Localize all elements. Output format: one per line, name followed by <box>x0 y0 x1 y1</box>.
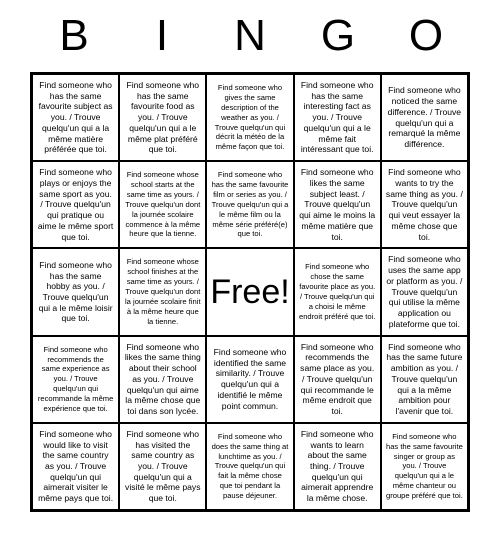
bingo-cell[interactable]: Find someone who gives the same description of the weather as you. / Trouve quelqu'un qui décrit la météo de la même façon que toi. <box>206 74 293 161</box>
free-space[interactable]: Free! <box>206 248 293 335</box>
bingo-grid <box>30 72 470 512</box>
header-letter-b: B <box>59 11 89 60</box>
bingo-cell[interactable]: Find someone who likes the same thing about their school as you. / Trouve quelqu'un qui aime la même chose que toi dans son lycée. <box>119 336 206 423</box>
bingo-cell[interactable]: Find someone who has the same favourite food as you. / Trouve quelqu'un qui a le même plat préféré que toi. <box>119 74 206 161</box>
bingo-cell[interactable]: Find someone who wants to try the same thing as you. / Trouve quelqu'un qui veut essayer la même chose que toi. <box>381 161 468 248</box>
header-letter-n: N <box>234 11 266 60</box>
bingo-cell[interactable]: Find someone whose school starts at the same time as yours. / Trouve quelqu'un dont la journée scolaire commence à la même heure que la tienne. <box>119 161 206 248</box>
bingo-cell[interactable]: Find someone who chose the same favourite place as you. / Trouve quelqu'un qui a choisi le même endroit préféré que toi. <box>294 248 381 335</box>
bingo-cell[interactable]: Find someone who has the same favourite film or series as you. / Trouve quelqu'un qui a le même film ou la même série préféré(e) que toi. <box>206 161 293 248</box>
bingo-cell[interactable]: Find someone who recommends the same experience as you. / Trouve quelqu'un qui recommande la même expérience que toi. <box>32 336 119 423</box>
bingo-cell[interactable]: Find someone who has the same hobby as you. / Trouve quelqu'un qui a le même loisir que toi. <box>32 248 119 335</box>
bingo-cell[interactable]: Find someone who likes the same subject least. / Trouve quelqu'un qui aime le moins la même matière que toi. <box>294 161 381 248</box>
bingo-cell[interactable]: Find someone who noticed the same difference. / Trouve quelqu'un qui a remarqué la même différence. <box>381 74 468 161</box>
bingo-cell[interactable]: Find someone who has the same interesting fact as you. / Trouve quelqu'un qui a le même fait intéressant que toi. <box>294 74 381 161</box>
bingo-cell[interactable]: Find someone whose school finishes at the same time as yours. / Trouve quelqu'un dont la journée scolaire finit à la même heure que la tienne. <box>119 248 206 335</box>
bingo-cell[interactable]: Find someone who uses the same app or platform as you. / Trouve quelqu'un qui utilise la même application ou plateforme que toi. <box>381 248 468 335</box>
bingo-cell[interactable]: Find someone who would like to visit the same country as you. / Trouve quelqu'un qui aimerait visiter le même pays que toi. <box>32 423 119 510</box>
bingo-cell[interactable]: Find someone who has the same favourite singer or group as you. / Trouve quelqu'un qui a le même chanteur ou groupe préféré que toi. <box>381 423 468 510</box>
header-letter-i: I <box>155 11 169 60</box>
bingo-cell[interactable]: Find someone who plays or enjoys the same sport as you. / Trouve quelqu'un qui pratique ou aime le même sport que toi. <box>32 161 119 248</box>
header-letter-g: G <box>320 11 356 60</box>
bingo-cell[interactable]: Find someone who has the same favourite subject as you. / Trouve quelqu'un qui a la même matière préférée que toi. <box>32 74 119 161</box>
bingo-cell[interactable]: Find someone who identified the same similarity. / Trouve quelqu'un qui a identifié le même point commun. <box>206 336 293 423</box>
bingo-cell[interactable]: Find someone who recommends the same place as you. / Trouve quelqu'un qui recommande le même endroit que toi. <box>294 336 381 423</box>
bingo-cell[interactable]: Find someone who has visited the same country as you. / Trouve quelqu'un qui a visité le même pays que toi. <box>119 423 206 510</box>
bingo-cell[interactable]: Find someone who does the same thing at lunchtime as you. / Trouve quelqu'un qui fait la même chose que toi pendant la pause déjeuner. <box>206 423 293 510</box>
bingo-header <box>30 0 470 72</box>
bingo-cell[interactable]: Find someone who wants to learn about the same thing. / Trouve quelqu'un qui aimerait apprendre la même chose. <box>294 423 381 510</box>
bingo-cell[interactable]: Find someone who has the same future ambition as you. / Trouve quelqu'un qui a la même ambition pour l'avenir que toi. <box>381 336 468 423</box>
header-letter-o: O <box>408 11 444 60</box>
